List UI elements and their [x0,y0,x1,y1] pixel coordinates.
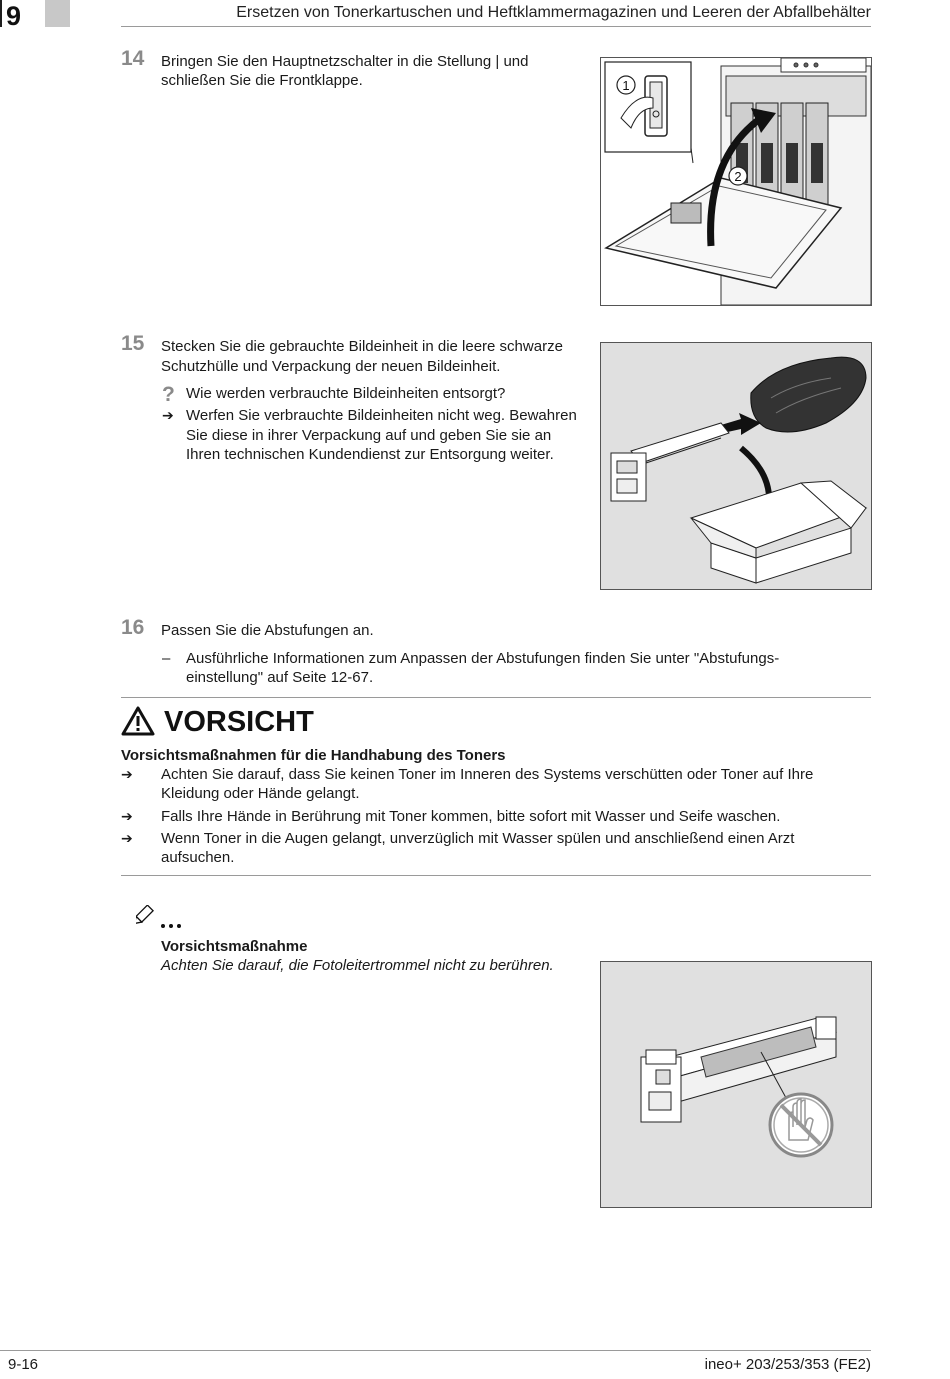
caution-bottom-rule [121,875,871,876]
caution-item-line: Falls Ihre Hände in Berührung mit Toner kommen, bitte sofort mit Wasser und Seife waschen. [161,808,781,825]
question-text: Wie werden verbrauchte Bildeinheiten entsorgt? [186,385,506,402]
caution-item-line: Wenn Toner in die Augen gelangt, unverzüglich mit Wasser spülen und anschließend einen Arzt [161,830,795,847]
pencil-note-icon [136,905,186,931]
answer-line: Werfen Sie verbrauchte Bildeinheiten nicht weg. Bewahren [186,407,577,424]
caution-top-rule [121,697,871,698]
step-number: 15 [121,332,145,355]
step-text-line: Stecken Sie die gebrauchte Bildeinheit in die leere schwarze [161,338,563,355]
arrow-icon: ➔ [162,407,174,423]
step-text-line: Passen Sie die Abstufungen an. [161,622,374,639]
arrow-icon: ➔ [121,830,133,846]
product-model: ineo+ 203/253/353 (FE2) [704,1356,871,1373]
step-text-line: Schutzhülle und Verpackung der neuen Bildeinheit. [161,358,501,375]
warning-triangle-icon [121,706,155,736]
step-number: 16 [121,616,145,639]
caution-item-line: Achten Sie darauf, dass Sie keinen Toner im Inneren des Systems verschütten oder Toner auf Ihre [161,766,814,783]
caution-item-line: aufsuchen. [161,849,235,866]
header-rule [121,26,871,27]
arrow-icon: ➔ [121,808,133,824]
dash-bullet: – [162,650,171,667]
note-text: Achten Sie darauf, die Fotoleitertrommel nicht zu berühren. [161,957,554,974]
sub-text-line: Ausführliche Informationen zum Anpassen der Abstufungen finden Sie unter "Abstufungs- [186,650,780,667]
step-text-line: schließen Sie die Frontklappe. [161,72,363,89]
arrow-icon: ➔ [121,766,133,782]
answer-line: Sie diese in ihrer Verpackung auf und geben Sie sie an [186,427,552,444]
callout-2: 2 [734,169,742,184]
chapter-number: 9 [6,1,22,31]
figure-do-not-touch-drum [600,961,872,1208]
sub-text-line: einstellung" auf Seite 12-67. [186,669,374,686]
figure-pack-imaging-unit [600,342,872,590]
step-text-line: Bringen Sie den Hauptnetzschalter in die Stellung | und [161,53,529,70]
page-number: 9-16 [8,1356,39,1373]
note-title: Vorsichtsmaßnahme [161,938,308,955]
caution-item-line: Kleidung oder Hände gelangt. [161,785,360,802]
caution-subtitle: Vorsichtsmaßnahmen für die Handhabung des Toners [121,747,506,764]
answer-line: Ihren technischen Kundendienst zur Entsorgung weiter. [186,446,554,463]
question-icon: ? [162,383,175,406]
figure-close-front-door [600,57,872,306]
footer-rule [0,1350,871,1351]
callout-1: 1 [622,78,630,93]
header-title: Ersetzen von Tonerkartuschen und Heftklammermagazinen und Leeren der Abfallbehälter [236,4,871,21]
caution-title: VORSICHT [164,706,314,738]
step-number: 14 [121,47,145,70]
